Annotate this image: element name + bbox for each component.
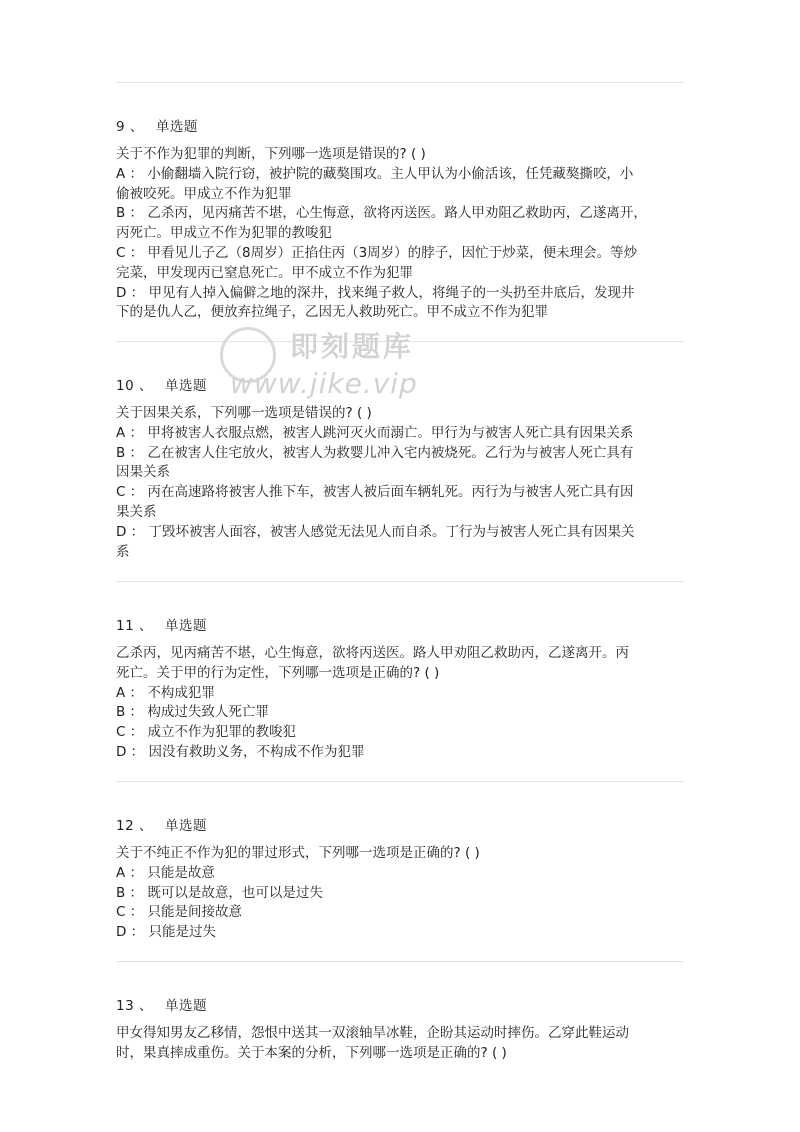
divider (116, 581, 684, 582)
question-header (116, 118, 688, 136)
divider (116, 781, 684, 782)
option-line: 偷被咬死。甲成立不作为犯罪 (116, 185, 292, 202)
question-11 (116, 617, 688, 763)
option-line: A ： 不构成犯罪 (116, 684, 215, 701)
divider (116, 341, 684, 342)
option-line: 系 (116, 543, 130, 560)
option-line: C ： 只能是间接故意 (116, 904, 243, 921)
question-type: 单选题 (155, 119, 198, 135)
question-type: 单选题 (164, 378, 207, 394)
option-line: C ： 丙在高速路将被害人推下车，被害人被后面车辆轧死。丙行为与被害人死亡具有因 (116, 484, 634, 501)
question-stem: 时，果真摔成重伤。关于本案的分析，下列哪一选项是正确的? ( ) (116, 1044, 507, 1061)
question-stem: 关于不纯正不作为犯的罪过形式，下列哪一选项是正确的? ( ) (116, 845, 480, 861)
option-line: 丙死亡。甲成立不作为犯罪的教唆犯 (116, 225, 332, 242)
question-header (116, 617, 688, 635)
question-number: 10 、 (116, 378, 153, 394)
watermark-url: www.jike.vip (230, 367, 418, 400)
question-12 (116, 817, 688, 943)
option-line: B ： 构成过失致人死亡罪 (116, 704, 269, 721)
option-line: C ： 成立不作为犯罪的教唆犯 (116, 724, 297, 741)
divider (116, 961, 684, 962)
option-line: 果关系 (116, 503, 157, 520)
question-header (116, 377, 688, 395)
divider (116, 82, 684, 83)
question-number: 9 、 (116, 119, 144, 135)
option-line: 因果关系 (116, 464, 170, 481)
question-stem: 乙杀丙，见丙痛苦不堪，心生悔意，欲将丙送医。路人甲劝阻乙救助丙，乙遂离开。丙 (116, 645, 629, 661)
option-line: A ： 只能是故意 (116, 864, 215, 881)
option-line: A ： 甲将被害人衣服点燃，被害人跳河灭火而溺亡。甲行为与被害人死亡具有因果关系 (116, 424, 634, 441)
question-number: 13 、 (116, 998, 153, 1014)
question-type: 单选题 (164, 618, 207, 634)
option-line: D ： 只能是过失 (116, 924, 216, 941)
option-line: C ： 甲看见儿子乙（8周岁）正掐住丙（3周岁）的脖子，因忙于炒菜，便未理会。等炒 (116, 244, 638, 261)
option-line: B ： 乙杀丙，见丙痛苦不堪，心生悔意，欲将丙送医。路人甲劝阻乙救助丙，乙遂离开， (116, 205, 647, 222)
option-line: B ： 既可以是故意，也可以是过失 (116, 884, 323, 901)
option-line: D ： 丁毁坏被害人面容，被害人感觉无法见人而自杀。丁行为与被害人死亡具有因果关 (116, 523, 635, 540)
question-number: 12 、 (116, 818, 153, 834)
watermark-title: 即刻题库 (290, 330, 415, 363)
question-stem: 关于不作为犯罪的判断，下列哪一选项是错误的? ( ) (116, 146, 426, 162)
question-type: 单选题 (164, 998, 207, 1014)
option-line: B ： 乙在被害人住宅放火，被害人为救婴儿冲入宅内被烧死。乙行为与被害人死亡具有 (116, 444, 634, 461)
question-stem: 关于因果关系，下列哪一选项是错误的? ( ) (116, 405, 372, 421)
question-header (116, 997, 688, 1015)
option-line: D ： 因没有救助义务，不构成不作为犯罪 (116, 743, 365, 760)
question-type: 单选题 (164, 818, 207, 834)
question-header (116, 817, 688, 835)
watermark-logo-icon (220, 327, 276, 383)
question-9 (116, 118, 688, 323)
option-line: D ： 甲见有人掉入偏僻之地的深井，找来绳子救人，将绳子的一头扔至井底后，发现井 (116, 284, 635, 301)
question-number: 11 、 (116, 618, 153, 634)
question-10 (116, 377, 688, 562)
question-stem: 死亡。关于甲的行为定性，下列哪一选项是正确的? ( ) (116, 664, 440, 681)
question-stem: 甲女得知男友乙移情，怨恨中送其一双滚轴旱冰鞋，企盼其运动时摔伤。乙穿此鞋运动 (116, 1025, 629, 1041)
option-line: 完菜，甲发现丙已窒息死亡。甲不成立不作为犯罪 (116, 264, 413, 281)
question-13 (116, 997, 688, 1064)
option-line: A ： 小偷翻墙入院行窃，被护院的藏獒围攻。主人甲认为小偷活该，任凭藏獒撕咬，小 (116, 165, 634, 182)
option-line: 下的是仇人乙，便放弃拉绳子，乙因无人救助死亡。甲不成立不作为犯罪 (116, 304, 548, 321)
